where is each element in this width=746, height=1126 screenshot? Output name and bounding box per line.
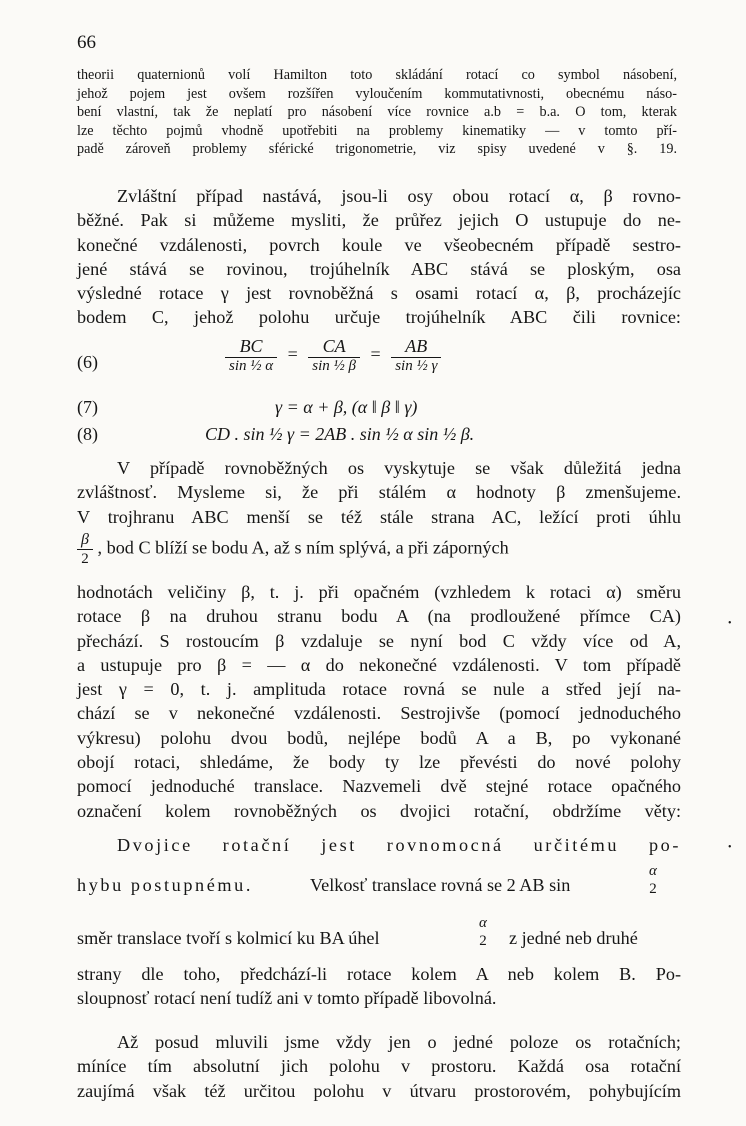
equation-8 [77, 424, 681, 448]
equation-body: γ = α + β, (α ‖ β ‖ γ) [275, 397, 418, 417]
text-line: jené stává se rovinou, trojúhelník ABC stává se ploským, osa [77, 258, 681, 279]
text-line: hodnotách veličiny β, t. j. při opačném (vzhledem k rotaci α) směru [77, 582, 681, 602]
paragraph-line-with-fraction [77, 530, 681, 576]
paragraph-sequence [77, 962, 681, 1011]
text-line: strany dle toho, předchází-li rotace kolem A neb kolem B. Po- [77, 964, 681, 984]
theorem-first-line [77, 833, 681, 857]
margin-dot: • [728, 618, 732, 629]
text-line: jest γ = 0, t. j. amplituda rotace rovná se nule a střed její na- [77, 679, 681, 700]
text-line: bodem C, jehož polohu určuje trojúhelník ABC čili rovnice: [77, 307, 681, 328]
text-line: označení kolem rovnoběžných os dvojici rotační, obdržíme věty: [77, 800, 681, 821]
numerator: CA [308, 336, 360, 358]
text-line: Až posud mluvili jsme vždy jen o jedné poloze os rotačních; [117, 1032, 681, 1052]
text-line: V trojhranu ABC menší se též stále strana AC, ležící proti úhlu [77, 506, 681, 527]
numerator: α [479, 915, 487, 931]
equation-body [225, 336, 441, 375]
page-number: 66 [77, 32, 96, 53]
denominator: 2 [479, 933, 487, 949]
equals-sign: = [287, 343, 298, 364]
denominator: sin ½ β [312, 358, 357, 374]
text-line: padě zároveň problemy sférické trigonometrie, viz spisy uvedené v §. 19. [77, 141, 677, 158]
margin-dot: • [728, 842, 732, 853]
text-line: směr translace tvoří s kolmicí ku BA úhel [77, 928, 380, 948]
text-line: pomocí jednoduché translace. Nazvemeli dvě stejné rotace opačného [77, 776, 681, 797]
equation-6 [77, 336, 681, 386]
numerator: β [77, 530, 93, 550]
equation-7 [77, 397, 681, 421]
intro-paragraph [77, 66, 677, 159]
numerator: α [649, 863, 657, 879]
equals-sign: = [370, 343, 381, 364]
numerator: BC [225, 336, 277, 358]
fraction [475, 914, 491, 950]
text-line: z jedné neb druhé [509, 928, 638, 948]
text-line: zvláštnosť. Mysleme si, že při stálém α hodnoty β zmenšujeme. [77, 482, 681, 503]
numerator: AB [391, 336, 441, 358]
text-line: míníce tím absolutní jich polohu v prostoru. Každá osa rotační [77, 1056, 681, 1077]
text-line: hybu postupnému. [77, 875, 253, 895]
text-line: Velkosť translace rovná se 2 AB sin [310, 875, 571, 895]
denominator: sin ½ γ [395, 358, 438, 374]
text-line: výsledné rotace γ jest rovnoběžná s osami rotací α, β, procházejíc [77, 283, 681, 304]
text-line: lze těchto pojmů vhodně upotřebiti na problemy kinematiky — v tomto pří- [77, 122, 677, 139]
denominator: sin ½ α [229, 358, 274, 374]
text-line: běžné. Pak si můžeme mysliti, že průřez jejich O ustupuje do ne- [77, 210, 681, 231]
equation-number: (6) [77, 352, 98, 372]
text-line: theorii quaternionů volí Hamilton toto skládání rotací co symbol násobení, [77, 67, 677, 83]
fraction [391, 336, 441, 375]
text-line: rotace β na druhou stranu bodu A (na prodloužené přímce CA) [77, 606, 681, 627]
theorem-third-line [77, 914, 681, 960]
text-line: konečné vzdálenosti, povrch koule ve všeobecném případě sestro- [77, 234, 681, 255]
fraction [225, 336, 277, 375]
denominator: 2 [649, 881, 657, 897]
text-line: chází se v nekonečné vzdálenosti. Sestrojivše (pomocí jednoduchého [77, 703, 681, 724]
text-line: zaujímá však též určitou polohu v útvaru prostorovém, pohybujícím [77, 1080, 681, 1101]
fraction [645, 862, 661, 898]
fraction [308, 336, 360, 375]
text-line: a ustupuje pro β = — α do nekonečné vzdálenosti. V tom případě [77, 654, 681, 675]
paragraph-special-case [77, 456, 681, 529]
denominator: 2 [81, 551, 89, 567]
text-line: přechází. S rostoucím β vzdaluje se nyní bod C vždy více od A, [77, 630, 681, 651]
text-line: bení vlastní, tak že neplatí pro násobení více rovnice a.b = b.a. O tom, kterak [77, 104, 677, 121]
paragraph-absolute-position [77, 1030, 681, 1103]
fraction [77, 530, 93, 569]
theorem-second-line [77, 862, 681, 906]
paragraph-continuation [77, 580, 681, 823]
text-line: Zvláštní případ nastává, jsou-li osy obou rotací α, β rovno- [117, 186, 681, 206]
equation-number: (8) [77, 424, 98, 444]
text-line: výkresu) polohu dvou bodů, nejlépe bodů A a B, po vykonané [77, 727, 681, 748]
text-line: V případě rovnoběžných os vyskytuje se však důležitá jedna [117, 458, 681, 478]
equation-number: (7) [77, 397, 98, 417]
text-line: jehož pojem jest ovšem rozšířen vyloučením kommutativnosti, obecnému náso- [77, 85, 677, 102]
paragraph-parallel-axes [77, 184, 681, 330]
text-line: , bod C blíží se bodu A, až s ním splývá, a při záporných [97, 537, 509, 558]
text-line: sloupnosť rotací není tudíž ani v tomto případě libovolná. [77, 988, 497, 1009]
text-line: Dvojice rotační jest rovnomocná určitému po- [117, 835, 681, 855]
equation-body: CD . sin ½ γ = 2AB . sin ½ α sin ½ β. [205, 424, 475, 444]
text-line: obojí rotaci, shledáme, že body ty lze převésti do nové polohy [77, 752, 681, 773]
